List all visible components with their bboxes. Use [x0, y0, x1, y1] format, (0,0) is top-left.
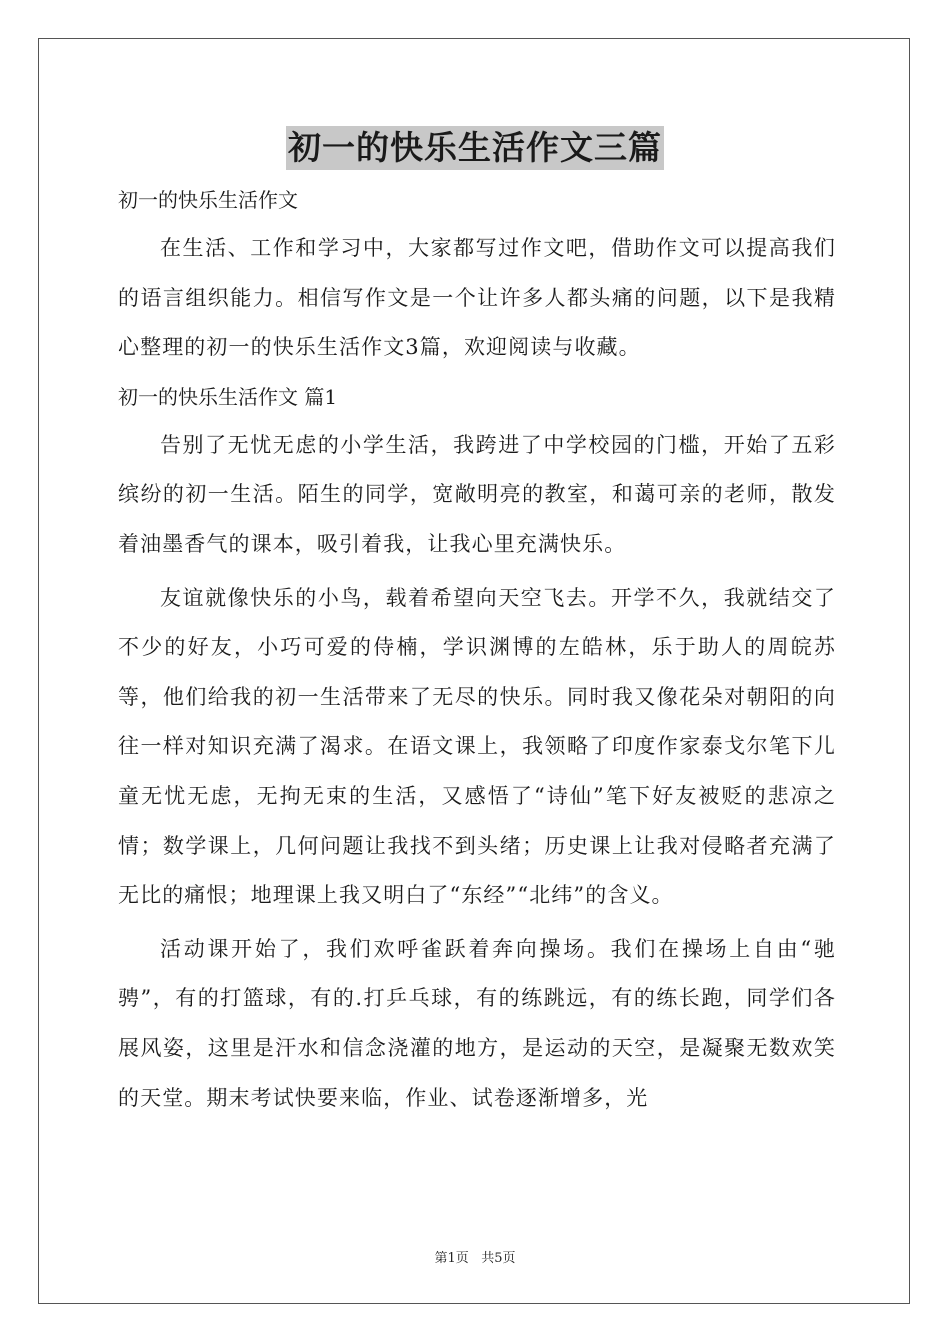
body-paragraph: 告别了无忧无虑的小学生活，我跨进了中学校园的门槛，开始了五彩缤纷的初一生活。陌生的同学，宽敞明亮的教室，和蔼可亲的老师，散发着油墨香气的课本，吸引着我，让我心里充满快乐。: [118, 432, 836, 556]
section-heading: 初一的快乐生活作文 篇1: [118, 384, 338, 409]
body-paragraph: 友谊就像快乐的小鸟，载着希望向天空飞去。开学不久，我就结交了不少的好友，小巧可爱的侍楠，学识渊博的左皓林，乐于助人的周皖苏等，他们给我的初一生活带来了无尽的快乐。同时我又像花朵对朝阳的向往一样对知识充满了渴求。在语文课上，我领略了印度作家泰戈尔笔下儿童无忧无虑，无拘无束的生活，又感悟了“诗仙”笔下好友被贬的悲凉之情；数学课上，几何问题让我找不到头绪；历史课上让我对侵略者充满了无比的痛恨；地理课上我又明白了“东经”“北纬”的含义。: [118, 585, 836, 908]
document-body: [118, 176, 836, 1123]
footer-spacer: [469, 1251, 481, 1266]
document-title: 初一的快乐生活作文三篇: [286, 126, 664, 170]
body-paragraph: 活动课开始了，我们欢呼雀跃着奔向操场。我们在操场上自由“驰骋”，有的打篮球，有的.打乒乓球，有的练跳远，有的练长跑，同学们各展风姿，这里是汗水和信念浇灌的地方，是运动的天空，是凝聚无数欢笑的天堂。期末考试快要来临，作业、试卷逐渐增多，光: [118, 936, 836, 1110]
page-total: 共5页: [481, 1251, 516, 1266]
page-number: 第1页: [434, 1251, 469, 1266]
intro-paragraph: 在生活、工作和学习中，大家都写过作文吧，借助作文可以提高我们的语言组织能力。相信写作文是一个让许多人都头痛的问题，以下是我精心整理的初一的快乐生活作文3篇，欢迎阅读与收藏。: [118, 236, 836, 360]
title-container: [0, 126, 950, 170]
document-subtitle: 初一的快乐生活作文: [118, 188, 298, 212]
page-footer: [0, 1247, 950, 1266]
